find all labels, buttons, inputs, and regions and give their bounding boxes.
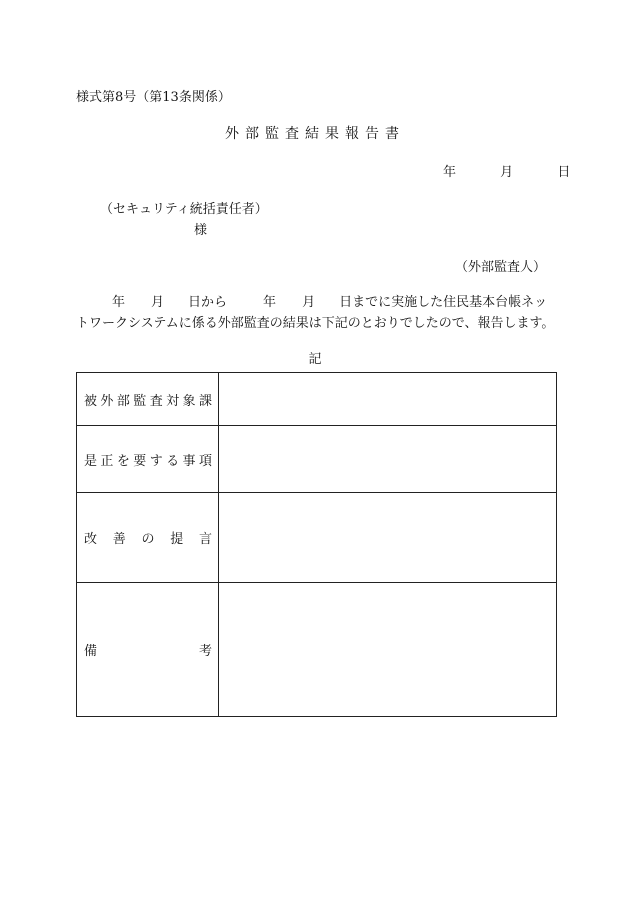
value-corrective-items[interactable] — [219, 426, 557, 493]
label-char: 要 — [133, 453, 147, 469]
label-audit-target-text — [84, 390, 212, 409]
body-rest: 日までに実施した住民基本台帳ネットワークシステムに係る外部監査の結果は下記のとおりでしたので、報告します。 — [76, 295, 555, 331]
label-corrective-items — [77, 426, 219, 493]
date-year: 年 — [443, 165, 457, 180]
label-char: を — [116, 453, 130, 469]
label-char: 象 — [182, 393, 196, 409]
table-row — [77, 583, 557, 717]
label-char: 言 — [198, 532, 212, 547]
label-char: 課 — [198, 393, 212, 409]
label-remarks-text — [84, 640, 212, 659]
label-char: る — [166, 453, 180, 469]
audit-result-table — [76, 372, 557, 717]
document-title: 外部監査結果報告書 — [225, 126, 405, 142]
body-paragraph — [76, 292, 556, 334]
label-char: 事 — [182, 453, 196, 469]
body-year-1: 年 — [112, 295, 126, 310]
label-char: す — [149, 453, 163, 469]
label-char: 外 — [100, 393, 114, 409]
auditor-label: （外部監査人） — [455, 260, 547, 275]
form-number: 様式第8号（第13条関係） — [76, 90, 231, 105]
label-remarks — [77, 583, 219, 717]
body-month-1: 月 — [151, 295, 165, 310]
label-char: 是 — [84, 453, 98, 469]
label-char: の — [141, 532, 155, 547]
label-char: 正 — [100, 453, 114, 469]
label-char: 項 — [198, 453, 212, 469]
label-char: 考 — [198, 644, 212, 659]
report-date — [443, 161, 570, 180]
recipient-honorific: 様 — [194, 223, 208, 238]
label-char: 監 — [133, 393, 147, 409]
table-row — [77, 426, 557, 493]
label-char: 被 — [84, 393, 98, 409]
date-day: 日 — [557, 165, 571, 180]
value-remarks[interactable] — [219, 583, 557, 717]
label-audit-target — [77, 373, 219, 426]
value-audit-target[interactable] — [219, 373, 557, 426]
label-char: 提 — [170, 532, 184, 547]
recipient-role: （セキュリティ統括責任者） — [100, 202, 268, 217]
label-char: 査 — [149, 393, 163, 409]
ki-heading: 記 — [308, 352, 322, 367]
label-char: 善 — [112, 532, 126, 547]
value-improvement[interactable] — [219, 493, 557, 583]
table-row — [77, 493, 557, 583]
label-corrective-items-text — [84, 450, 212, 469]
label-char: 改 — [84, 532, 98, 547]
label-improvement — [77, 493, 219, 583]
table-row — [77, 373, 557, 426]
label-char: 対 — [166, 393, 180, 409]
label-char: 部 — [116, 393, 130, 409]
label-improvement-text — [84, 528, 212, 547]
body-year-2: 年 — [263, 295, 277, 310]
date-month: 月 — [500, 165, 514, 180]
label-char: 備 — [84, 644, 98, 659]
body-day-from: 日から — [188, 295, 228, 310]
body-month-2: 月 — [302, 295, 316, 310]
